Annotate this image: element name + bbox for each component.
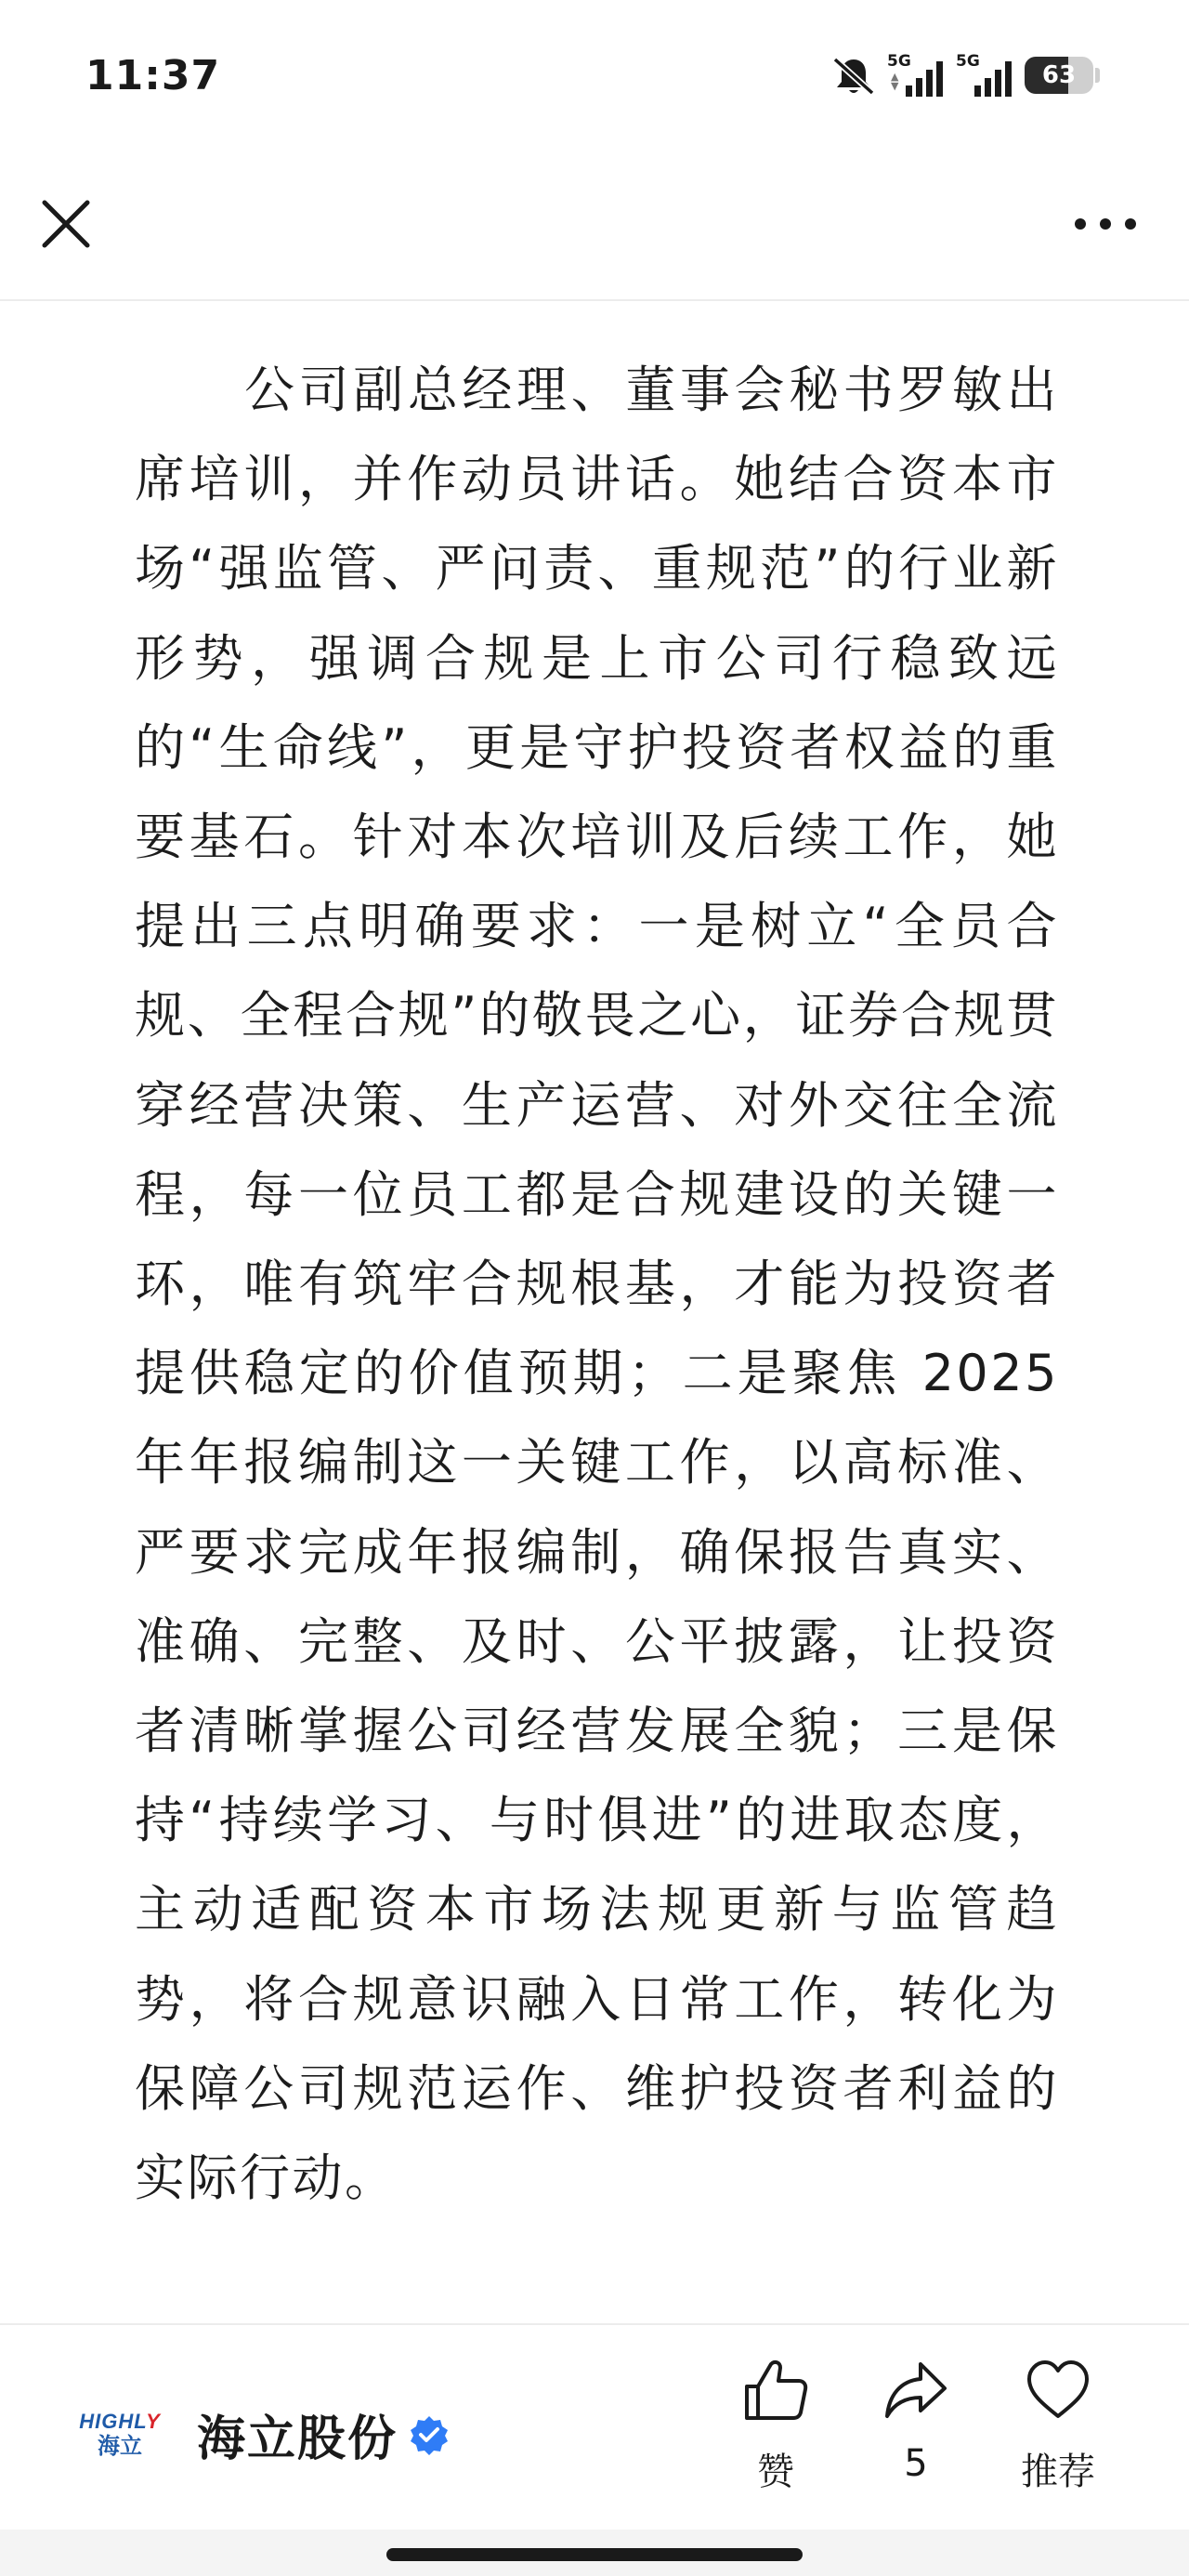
article-body [135,346,1059,2223]
thumbs-up-icon [743,2359,808,2422]
network-type-1: 5G [887,52,911,71]
mute-icon [830,52,878,99]
close-icon [40,198,92,250]
network-type-2: 5G [956,52,980,71]
share-button[interactable] [860,2359,972,2485]
status-bar [0,0,1189,158]
heart-icon [1026,2359,1091,2422]
more-horizontal-icon [1073,217,1138,231]
signal-bars-icon [973,59,1017,97]
battery-percent: 63 [1041,61,1077,89]
data-arrows-icon: ▲ ▼ [891,71,899,92]
signal-sim2 [956,52,1015,99]
recommend-button[interactable] [1002,2359,1114,2495]
nav-bar [0,158,1189,301]
battery-icon [1025,57,1093,94]
verified-badge-icon [409,2414,450,2455]
signal-bars-icon [904,59,948,97]
like-button[interactable] [720,2359,831,2495]
article-paragraph: 公司副总经理、董事会秘书罗敏出席培训，并作动员讲话。她结合资本市场“强监管、严问责、重规范”的行业新形势，强调合规是上市公司行稳致远的“生命线”，更是守护投资者权益的重要基石。针对本次培训及后续工作，她提出三点明确要求：一是树立“全员合规、全程合规”的敬畏之心，证券合规贯穿经营决策、生产运营、对外交往全流程，每一位员工都是合规建设的关键一环，唯有筑牢合规根基，才能为投资者提供稳定的价值预期；二是聚焦 2025 年年报编制这一关键工作，以高标准、严要求完成年报编制，确保报告真实、准确、完整、及时、公平披露，让投资者清晰掌握公司经营发展全貌；三是保持“持续学习、与时俱进”的进取态度，主动适配资本市场法规更新与监管趋势，将合规意识融入日常工作，转化为保障公司规范运作、维护投资者利益的实际行动。 [135,361,1059,2208]
like-label: 赞 [757,2451,794,2493]
account-name[interactable]: 海立股份 [197,2412,399,2467]
brand-logo[interactable] [69,2406,171,2464]
logo-text-en: HIGHLY [79,2409,161,2433]
logo-text-cn: 海立 [98,2432,142,2459]
bottom-action-bar [0,2323,1189,2531]
recommend-label: 推荐 [1021,2451,1095,2493]
home-indicator[interactable] [386,2548,803,2561]
close-button[interactable] [33,191,98,256]
share-count: 5 [904,2442,928,2485]
status-time: 11:37 [85,52,221,99]
home-area [0,2530,1189,2576]
account-info[interactable] [69,2399,450,2469]
battery-cap [1095,68,1100,83]
signal-sim1 [887,52,947,99]
status-icons [830,52,1100,99]
more-options-button[interactable] [1068,191,1143,256]
share-arrow-icon [883,2359,948,2422]
